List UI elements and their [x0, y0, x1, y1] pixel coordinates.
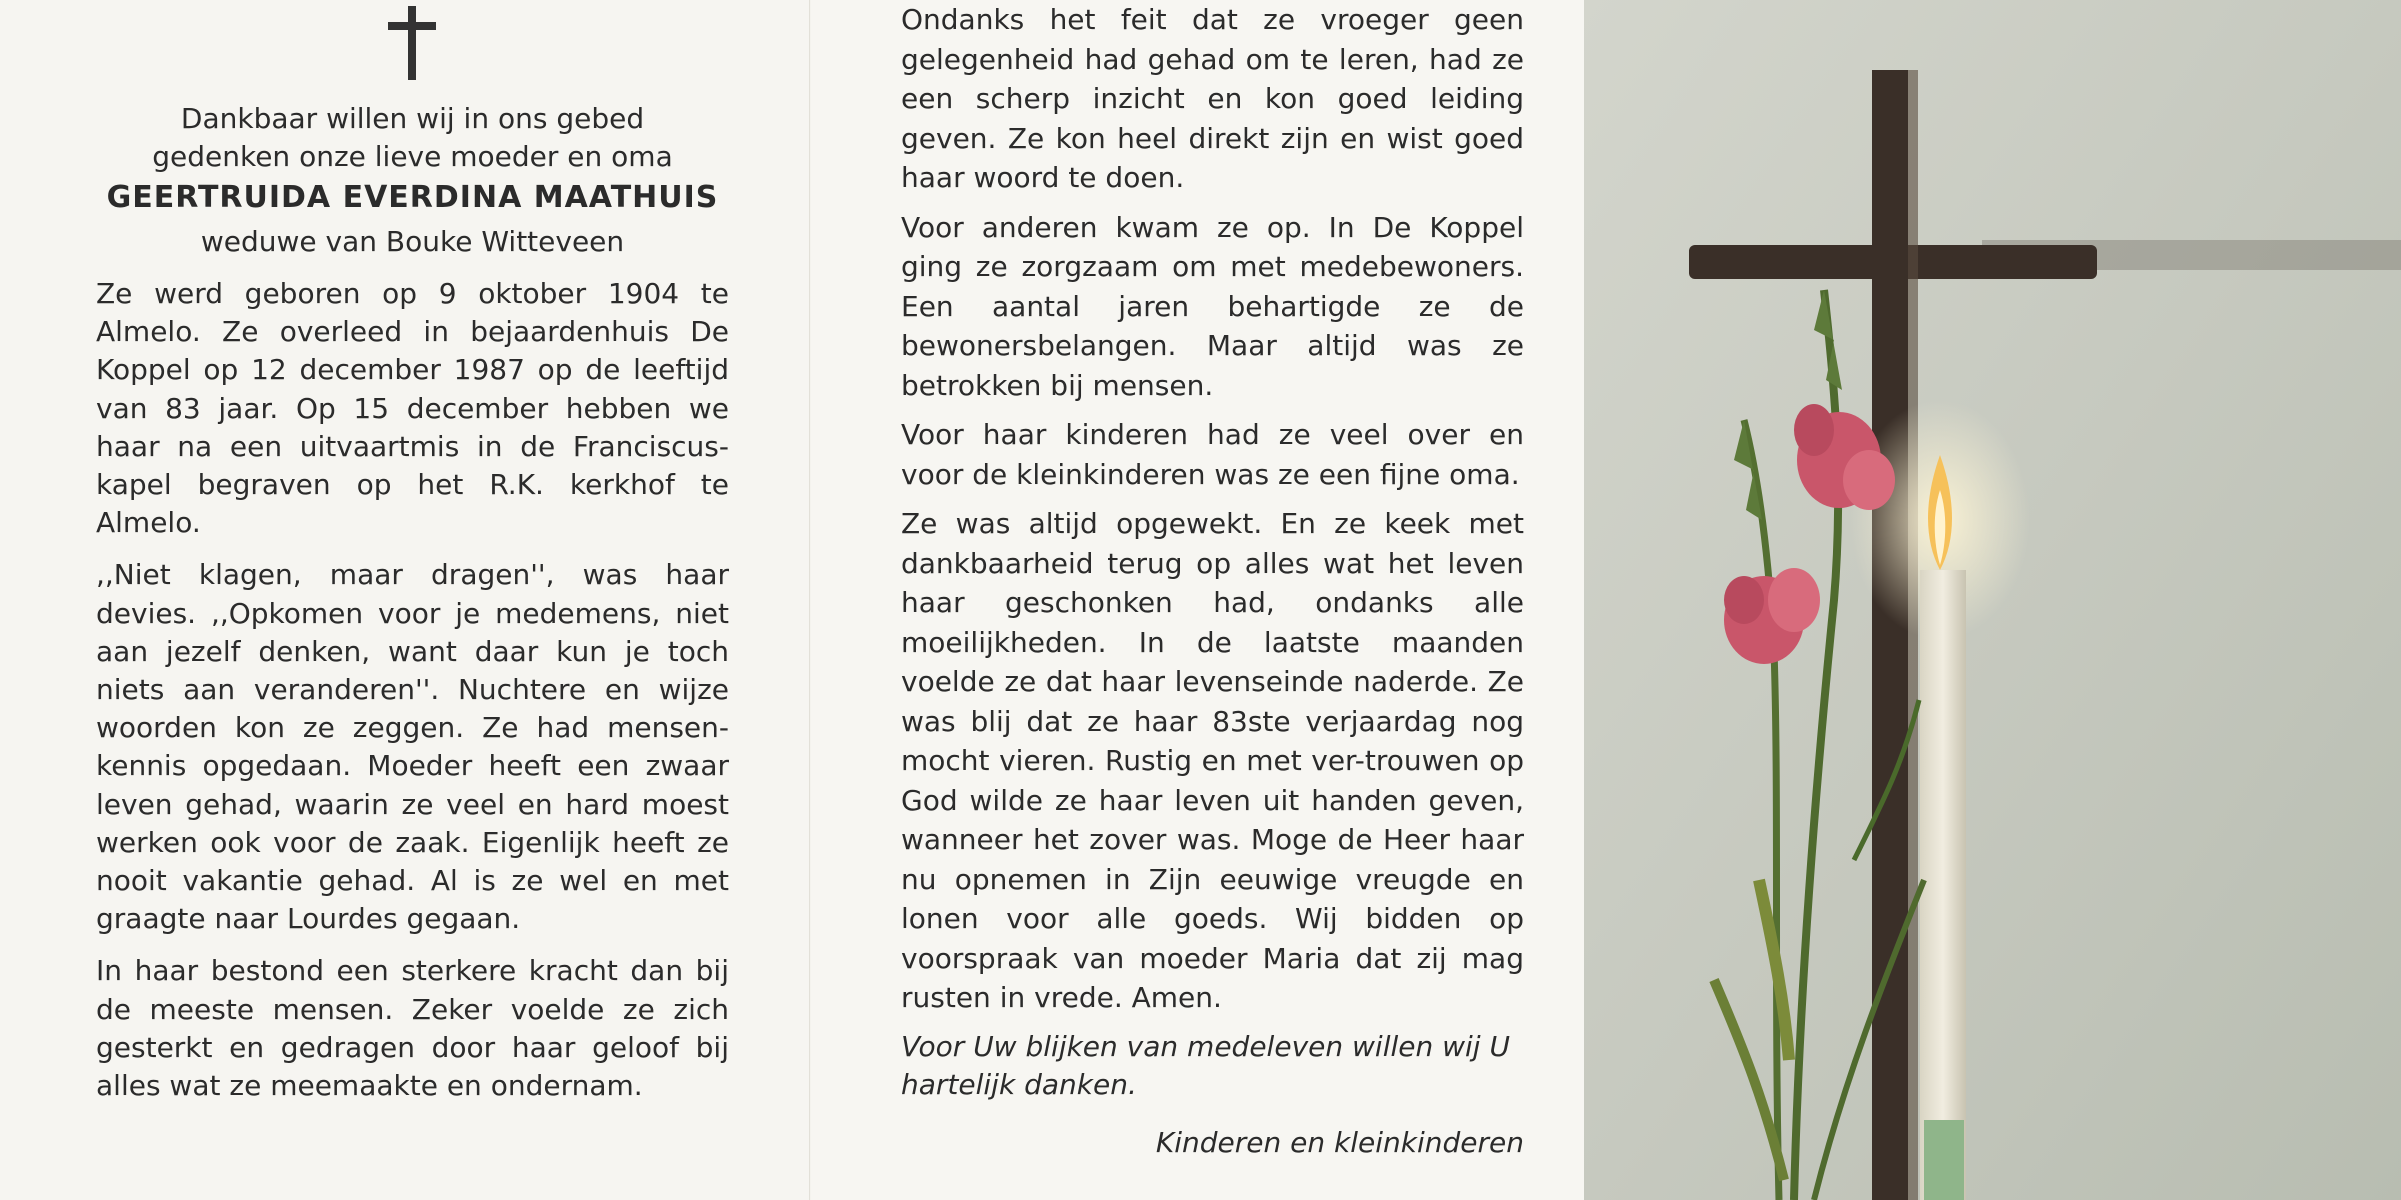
memorial-paragraph-3: Voor haar kinderen had ze veel over en voor de kleinkinderen was ze een fijne oma. [901, 418, 1524, 491]
memorial-photo [1584, 0, 2401, 1200]
widow-line: weduwe van Bouke Witteveen [200, 225, 625, 258]
middle-panel [811, 0, 1584, 1200]
intro-block [96, 100, 729, 261]
memorial-paragraph-4: Ze was altijd opgewekt. En ze keek met dankbaarheid terug op alles wat het leven haar geschonken had, ondanks alle moeilijkheden. In de laatste maanden voelde ze dat haar levenseinde naderde. Ze was blij dat ze haar 83ste verjaardag nog mocht vieren. Rustig en met ver-trouwen op God wilde ze haar leven uit handen geven, wanneer het zover was. Moge de Heer haar nu opnemen in Zijn eeuwige vreugde en lonen voor alle goeds. Wij bidden op voorspraak van moeder Maria dat zij mag rusten in vrede. Amen. [901, 507, 1524, 1014]
biography-paragraph-3: In haar bestond een sterkere kracht dan bij de meeste mensen. Zeker voelde ze zich gesterkt en gedragen door haar geloof bij alles wat ze meemaakte en ondernam. [96, 954, 729, 1103]
thanks-text: Voor Uw blijken van medeleven willen wij U hartelijk danken. [901, 1029, 1510, 1101]
biography-paragraph-1: Ze werd geboren op 9 oktober 1904 te Almelo. Ze overleed in bejaardenhuis De Koppel op 12 december 1987 op de leeftijd van 83 jaar. Op 15 december hebben we haar na een uitvaartmis in de Franciscus-kapel begraven op het R.K. kerkhof te Almelo. [96, 277, 729, 540]
cross-icon [384, 6, 440, 80]
photo-image [1584, 0, 2401, 1200]
signature: Kinderen en kleinkinderen [1155, 1125, 1524, 1159]
biography-paragraph-2: ,,Niet klagen, maar dragen'', was haar devies. ,,Opkomen voor je medemens, niet aan jezelf denken, want daar kun je toch niets aan veranderen''. Nuchtere en wijze woorden kon ze zeggen. Ze had mensen-kennis opgedaan. Moeder heeft een zwaar leven gehad, waarin ze veel en hard moest werken ook voor de zaak. Eigenlijk heeft ze nooit vakantie gehad. Al is ze wel en met graagte naar Lourdes gegaan. [96, 558, 729, 936]
intro-line-2: gedenken onze lieve moeder en oma [152, 140, 673, 173]
left-panel [0, 0, 810, 1200]
memorial-paragraph-2: Voor anderen kwam ze op. In De Koppel ging ze zorgzaam om met medebewoners. Een aantal jaren behartigde ze de bewonersbelangen. Maar altijd was ze betrokken bij mensen. [901, 210, 1524, 402]
deceased-name: GEERTRUIDA EVERDINA MAATHUIS [106, 180, 719, 215]
memorial-paragraph-1: Ondanks het feit dat ze vroeger geen gelegenheid had gehad om te leren, had ze een scherp inzicht en kon goed leiding geven. Ze kon heel direkt zijn en wist goed haar woord te doen. [901, 3, 1524, 194]
intro-line-1: Dankbaar willen wij in ons gebed [180, 102, 645, 135]
